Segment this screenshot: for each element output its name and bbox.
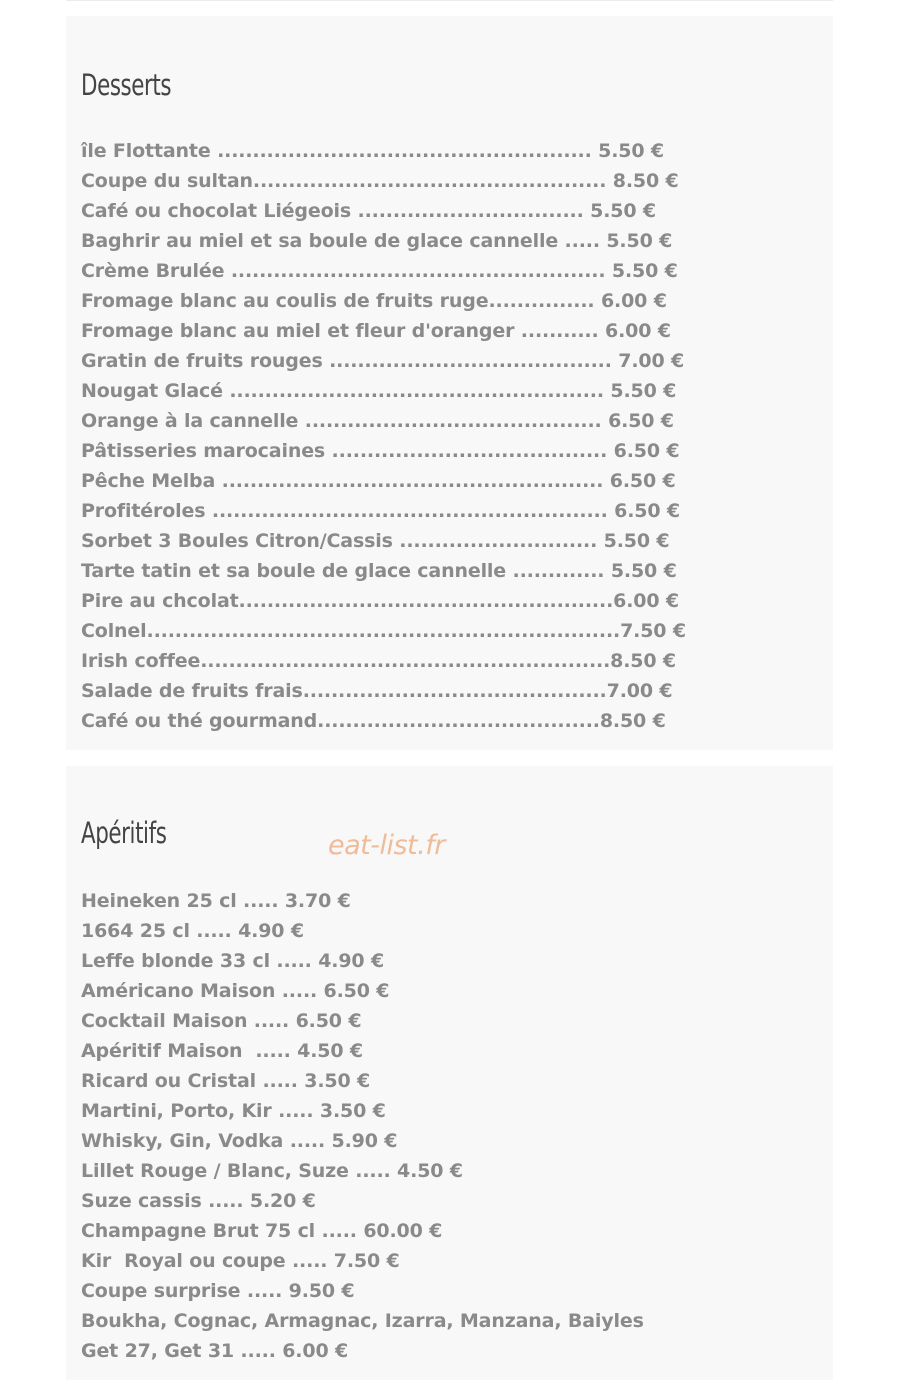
- top-divider: [66, 0, 833, 1]
- menu-item: Fromage blanc au miel et fleur d'oranger ........... 6.00 €: [81, 320, 671, 342]
- menu-item: Café ou thé gourmand........................................8.50 €: [81, 710, 666, 732]
- menu-item: Heineken 25 cl ..... 3.70 €: [81, 890, 351, 912]
- menu-item: Crème Brulée ..................................................... 5.50 €: [81, 260, 678, 282]
- menu-item: Champagne Brut 75 cl ..... 60.00 €: [81, 1220, 443, 1242]
- menu-item: Colnel...................................................................7.50 €: [81, 620, 686, 642]
- menu-item: Baghrir au miel et sa boule de glace cannelle ..... 5.50 €: [81, 230, 673, 252]
- menu-item: Leffe blonde 33 cl ..... 4.90 €: [81, 950, 385, 972]
- menu-item: Whisky, Gin, Vodka ..... 5.90 €: [81, 1130, 398, 1152]
- menu-item: Nougat Glacé ..................................................... 5.50 €: [81, 380, 677, 402]
- menu-item: Café ou chocolat Liégeois ................................ 5.50 €: [81, 200, 656, 222]
- menu-item: Irish coffee..........................................................8.50 €: [81, 650, 676, 672]
- desserts-list: [81, 136, 686, 736]
- menu-item: Profitéroles ........................................................ 6.50 €: [81, 500, 680, 522]
- menu-item: Gratin de fruits rouges ........................................ 7.00 €: [81, 350, 685, 372]
- menu-item: Kir Royal ou coupe ..... 7.50 €: [81, 1250, 400, 1272]
- menu-item: Tarte tatin et sa boule de glace cannelle ............. 5.50 €: [81, 560, 677, 582]
- menu-item: Américano Maison ..... 6.50 €: [81, 980, 390, 1002]
- menu-item: Lillet Rouge / Blanc, Suze ..... 4.50 €: [81, 1160, 463, 1182]
- menu-item: Fromage blanc au coulis de fruits ruge............... 6.00 €: [81, 290, 667, 312]
- menu-item: île Flottante ..................................................... 5.50 €: [81, 140, 664, 162]
- menu-item: 1664 25 cl ..... 4.90 €: [81, 920, 304, 942]
- menu-item: Ricard ou Cristal ..... 3.50 €: [81, 1070, 371, 1092]
- menu-item: Sorbet 3 Boules Citron/Cassis ............................ 5.50 €: [81, 530, 670, 552]
- aperitifs-section: [66, 766, 833, 1380]
- aperitifs-title: Apéritifs: [81, 816, 167, 850]
- menu-item: Get 27, Get 31 ..... 6.00 €: [81, 1340, 349, 1362]
- menu-item: Orange à la cannelle .......................................... 6.50 €: [81, 410, 674, 432]
- menu-item: Apéritif Maison ..... 4.50 €: [81, 1040, 363, 1062]
- menu-item: Martini, Porto, Kir ..... 3.50 €: [81, 1100, 386, 1122]
- desserts-title: Desserts: [81, 68, 172, 102]
- menu-item: Boukha, Cognac, Armagnac, Izarra, Manzana, Baiyles: [81, 1310, 644, 1332]
- menu-item: Coupe du sultan.................................................. 8.50 €: [81, 170, 679, 192]
- menu-item: Pêche Melba ...................................................... 6.50 €: [81, 470, 676, 492]
- menu-item: Cocktail Maison ..... 6.50 €: [81, 1010, 362, 1032]
- menu-item: Pâtisseries marocaines ....................................... 6.50 €: [81, 440, 680, 462]
- menu-item: Coupe surprise ..... 9.50 €: [81, 1280, 355, 1302]
- menu-item: Suze cassis ..... 5.20 €: [81, 1190, 316, 1212]
- menu-item: Pire au chcolat.....................................................6.00 €: [81, 590, 679, 612]
- desserts-section: [66, 16, 833, 750]
- watermark: eat-list.fr: [328, 830, 445, 861]
- aperitifs-list: [81, 886, 644, 1366]
- menu-item: Salade de fruits frais...........................................7.00 €: [81, 680, 673, 702]
